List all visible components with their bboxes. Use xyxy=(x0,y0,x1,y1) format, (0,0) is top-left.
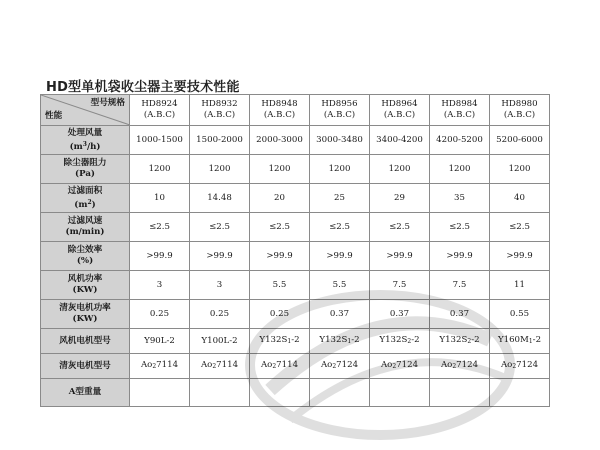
unit-superscript: 3 xyxy=(82,140,87,148)
row-label-text: 清灰电机功率 xyxy=(59,303,111,313)
row-label xyxy=(41,379,130,407)
row-label-text: 过滤风速 xyxy=(67,216,103,226)
cell-subscript: 2 xyxy=(272,363,277,370)
model-header: HD8956 (A.B.C) xyxy=(310,95,370,126)
row-label xyxy=(41,271,130,300)
table-cell: 7.5 xyxy=(370,271,430,300)
row-label xyxy=(41,126,130,155)
table-cell: 0.25 xyxy=(190,300,250,329)
row-label-text: 风机功率 xyxy=(67,274,103,284)
table-row xyxy=(41,213,550,242)
row-label-text: 过滤面积 xyxy=(67,185,103,196)
table-cell: >99.9 xyxy=(250,242,310,271)
table-cell: ≤2.5 xyxy=(190,213,250,242)
unit-superscript: 2 xyxy=(87,198,92,206)
cell-subscript: 1 xyxy=(347,338,352,345)
table-cell: Ao27114 xyxy=(250,354,310,379)
table-cell: 1200 xyxy=(130,155,190,184)
row-label-text: 处理风量 xyxy=(67,127,103,138)
row-label-text: 除尘器阻力 xyxy=(63,158,107,168)
table-row xyxy=(41,155,550,184)
row-unit: $(m^3/h)$ xyxy=(69,140,101,152)
cell-subscript: 2 xyxy=(332,363,337,370)
table-cell: 1200 xyxy=(310,155,370,184)
table-cell: >99.9 xyxy=(490,242,550,271)
table-cell: 1200 xyxy=(370,155,430,184)
corner-cell xyxy=(41,95,130,126)
table-cell: 40 xyxy=(490,184,550,213)
row-label-text: A型重量 xyxy=(68,387,102,397)
row-unit: (m/min) xyxy=(65,227,105,237)
row-unit: (KW) xyxy=(72,285,98,295)
corner-bottom-label: 性能 xyxy=(45,111,63,121)
row-unit: (KW) xyxy=(72,314,98,324)
table-cell: 3400-4200 xyxy=(370,126,430,155)
table-cell: Y132S1-2 xyxy=(310,329,370,354)
table-cell: 0.37 xyxy=(370,300,430,329)
table-cell: ≤2.5 xyxy=(130,213,190,242)
table-cell: Y132S2-2 xyxy=(430,329,490,354)
table-cell: Ao27124 xyxy=(310,354,370,379)
table-row xyxy=(41,242,550,271)
table-cell: 1500-2000 xyxy=(190,126,250,155)
model-header: HD8964 (A.B.C) xyxy=(370,95,430,126)
table-cell: ≤2.5 xyxy=(430,213,490,242)
model-header: HD8948 (A.B.C) xyxy=(250,95,310,126)
table-cell: 20 xyxy=(250,184,310,213)
table-cell: Ao27114 xyxy=(190,354,250,379)
model-header: HD8984 (A.B.C) xyxy=(430,95,490,126)
cell-subscript: 2 xyxy=(392,363,397,370)
table-cell: Y100L-2 xyxy=(190,329,250,354)
table-cell: 1200 xyxy=(250,155,310,184)
row-unit: $(m^2)$ xyxy=(74,198,96,210)
row-label xyxy=(41,242,130,271)
watermark-logo xyxy=(230,270,530,450)
table-cell: >99.9 xyxy=(370,242,430,271)
table-cell: Y132S1-2 xyxy=(250,329,310,354)
table-cell: 0.37 xyxy=(430,300,490,329)
cell-subscript: 2 xyxy=(212,363,217,370)
table-cell: 3 xyxy=(130,271,190,300)
table-cell: Y132S2-2 xyxy=(370,329,430,354)
cell-subscript: 2 xyxy=(467,338,472,345)
table-cell: 0.25 xyxy=(250,300,310,329)
table-cell: 0.55 xyxy=(490,300,550,329)
table-cell: 4200-5200 xyxy=(430,126,490,155)
cell-subscript: 1 xyxy=(287,338,292,345)
table-cell: ≤2.5 xyxy=(310,213,370,242)
table-cell: 3000-3480 xyxy=(310,126,370,155)
table-cell: 7.5 xyxy=(430,271,490,300)
cell-subscript: 1 xyxy=(528,338,533,345)
row-unit: (Pa) xyxy=(75,169,95,179)
header-row xyxy=(41,95,550,126)
table-cell: 35 xyxy=(430,184,490,213)
model-header: HD8924 (A.B.C) xyxy=(130,95,190,126)
table-cell: 25 xyxy=(310,184,370,213)
table-cell: 1000-1500 xyxy=(130,126,190,155)
table-cell: ≤2.5 xyxy=(490,213,550,242)
row-label xyxy=(41,213,130,242)
row-label xyxy=(41,354,130,379)
row-label-text: 清灰电机型号 xyxy=(59,360,111,371)
table-cell: 2000-3000 xyxy=(250,126,310,155)
row-label xyxy=(41,329,130,354)
table-cell: 14.48 xyxy=(190,184,250,213)
table-row xyxy=(41,126,550,155)
cell-subscript: 2 xyxy=(512,363,517,370)
table-cell: Ao27124 xyxy=(490,354,550,379)
corner-top-label: 型号规格 xyxy=(90,98,125,108)
cell-subscript: 2 xyxy=(152,363,157,370)
table-cell: 0.37 xyxy=(310,300,370,329)
table-cell: ≤2.5 xyxy=(370,213,430,242)
table-cell: 1200 xyxy=(490,155,550,184)
row-label xyxy=(41,184,130,213)
row-label xyxy=(41,155,130,184)
row-label xyxy=(41,300,130,329)
page-title: HD型单机袋收尘器主要技术性能 xyxy=(46,80,240,95)
table-cell: 0.25 xyxy=(130,300,190,329)
cell-subscript: 2 xyxy=(407,338,412,345)
table-cell: >99.9 xyxy=(310,242,370,271)
table-cell xyxy=(130,379,190,407)
table-cell: 10 xyxy=(130,184,190,213)
table-row xyxy=(41,184,550,213)
table-cell: >99.9 xyxy=(190,242,250,271)
table-cell: 1200 xyxy=(430,155,490,184)
table-cell: 3 xyxy=(190,271,250,300)
model-header: HD8932 (A.B.C) xyxy=(190,95,250,126)
cell-subscript: 2 xyxy=(452,363,457,370)
table-cell: 5.5 xyxy=(310,271,370,300)
model-header: HD8980 (A.B.C) xyxy=(490,95,550,126)
row-label-text: 风机电机型号 xyxy=(59,335,111,346)
table-cell: 29 xyxy=(370,184,430,213)
table-cell: Ao27124 xyxy=(430,354,490,379)
table-cell: Ao27124 xyxy=(370,354,430,379)
table-cell: >99.9 xyxy=(130,242,190,271)
table-cell: >99.9 xyxy=(430,242,490,271)
table-cell: 5200-6000 xyxy=(490,126,550,155)
table-cell: 1200 xyxy=(190,155,250,184)
table-cell: ≤2.5 xyxy=(250,213,310,242)
row-label-text: 除尘效率 xyxy=(67,245,103,255)
table-cell: Y160M1-2 xyxy=(490,329,550,354)
table-cell: Y90L-2 xyxy=(130,329,190,354)
table-cell: 5.5 xyxy=(250,271,310,300)
table-cell: Ao27114 xyxy=(130,354,190,379)
table-cell: 11 xyxy=(490,271,550,300)
row-unit: (%) xyxy=(76,256,94,266)
